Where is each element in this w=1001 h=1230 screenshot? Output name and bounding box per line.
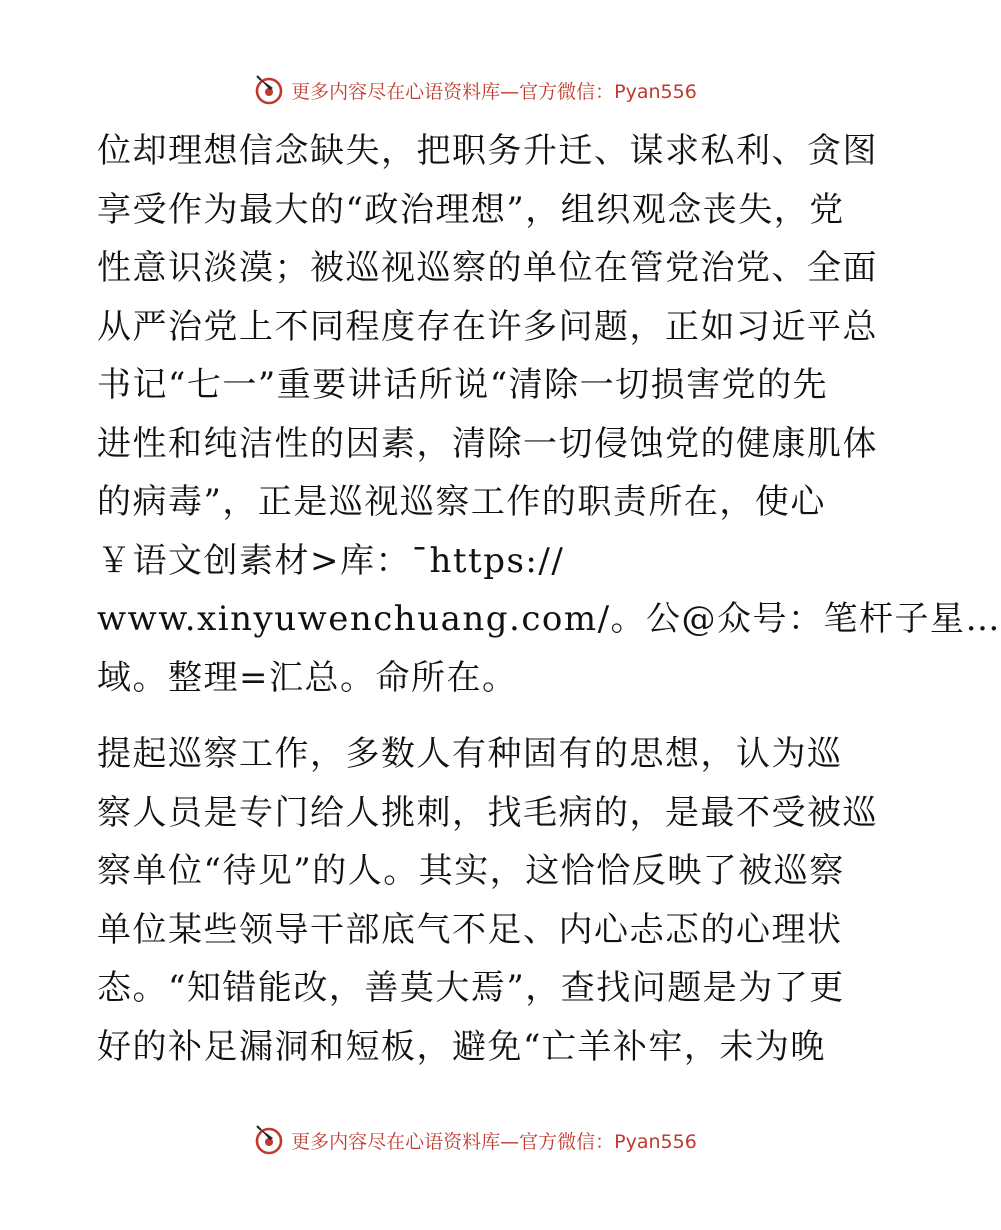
text-line: 好的补足漏洞和短板，避免“亡羊补牢，未为晚	[97, 1026, 826, 1067]
header-banner-sub: —官方微信：Pyan556	[500, 80, 697, 103]
footer-banner-text: 更多内容尽在心语资料库	[291, 1130, 501, 1153]
text-line: 的病毒”，正是巡视巡察工作的职责所在，使心	[97, 482, 826, 522]
text-line: 察单位“待见”的人。其实，这恰恰反映了被巡察	[97, 851, 845, 891]
text-line: 从严治党上不同程度存在许多问题，正如习近平总	[97, 306, 878, 347]
text-line: 域。整理=汇总。命所在。	[97, 657, 518, 698]
paragraph-1	[97, 122, 1001, 707]
text-line: 察人员是专门给人挑刺，找毛病的，是最不受被巡	[97, 792, 878, 833]
quill-ink-circle-icon	[253, 74, 285, 106]
text-line: 性意识淡漠；被巡视巡察的单位在管党治党、全面	[97, 248, 878, 288]
text-line: 进性和纯洁性的因素，清除一切侵蚀党的健康肌体	[97, 423, 878, 464]
header-banner	[0, 72, 950, 108]
text-line: 态。“知错能改，善莫大焉”，查找问题是为了更	[97, 968, 845, 1008]
text-line: www.xinyuwenchuang.com/。公@众号：笔杆子星…	[97, 599, 1001, 639]
text-line: 提起巡察工作，多数人有种固有的思想，认为巡	[97, 734, 843, 774]
footer-banner	[0, 1122, 950, 1158]
text-line: 享受作为最大的“政治理想”，组织观念丧失，党	[97, 189, 845, 230]
paragraph-2	[97, 725, 878, 1076]
quill-ink-circle-icon	[253, 1124, 285, 1156]
text-line: 书记“七一”重要讲话所说“清除一切损害党的先	[97, 365, 829, 405]
footer-banner-sub: —官方微信：Pyan556	[500, 1130, 697, 1153]
document-body	[97, 122, 1001, 1076]
paragraph-break	[97, 707, 857, 725]
text-line: ￥语文创素材>库：¯https://	[97, 540, 565, 581]
header-banner-text: 更多内容尽在心语资料库	[291, 80, 501, 103]
text-line: 位却理想信念缺失，把职务升迁、谋求私利、贪图	[97, 131, 878, 171]
text-line: 单位某些领导干部底气不足、内心忐忑的心理状	[97, 909, 843, 950]
